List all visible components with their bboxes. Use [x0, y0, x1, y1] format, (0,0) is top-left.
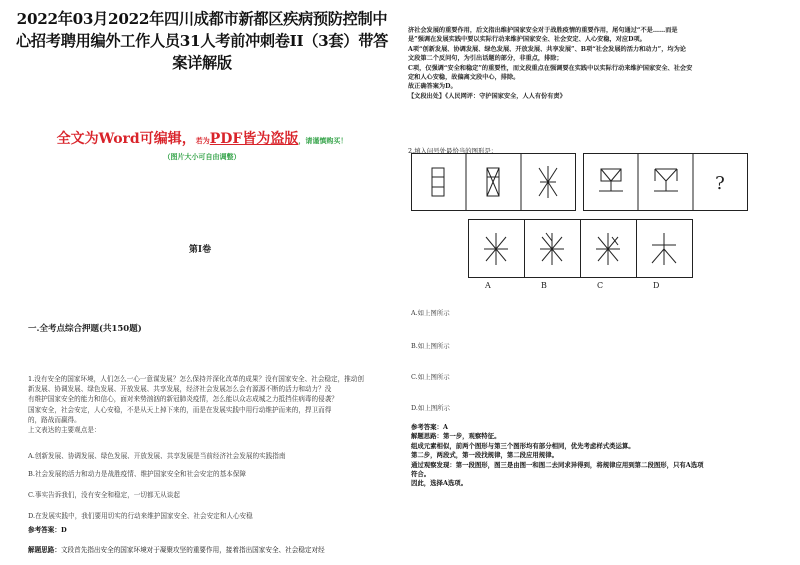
figure-3	[539, 166, 557, 198]
analysis-line: 第二步，两段式，第一段找规律，第二段应用规律。	[411, 451, 558, 460]
figure-1	[432, 168, 444, 196]
answer-2: 参考答案：A	[411, 423, 448, 431]
option-a-caption: A	[485, 281, 491, 290]
q2-option-d: D.如上图所示	[411, 404, 450, 412]
option-d: D.在发展实践中，我们要用切实的行动来维护国家安全、社会安定和人心安稳	[28, 512, 253, 520]
figure-4	[599, 169, 623, 191]
source-label: 【文段出处】	[408, 92, 446, 100]
q2-option-b: B.如上图所示	[411, 342, 450, 350]
question-1-analysis-continued	[408, 26, 784, 101]
explanation-text: 文段首先指出安全的国家环境对于凝聚攻坚的重要作用，接着指出国家安全、社会稳定对经	[60, 546, 325, 554]
option-a-figure	[484, 233, 508, 265]
analysis-line: 济社会发展的重要作用，后文指出维护国家安全对于战胜疫情的重要作用，尾句通过“不是……而是	[408, 27, 678, 34]
volume-heading: 第Ⅰ卷	[188, 245, 212, 255]
analysis-line: 文段第二个反问句，为引出话题的部分，非重点，排除；	[408, 55, 563, 63]
explanation-label: 解题思路：	[28, 546, 61, 554]
analysis-line: 故正确答案为D。	[408, 83, 457, 91]
word-editable-text: 全文为Word可编辑，	[56, 131, 196, 147]
if-text: 若为	[195, 136, 210, 145]
option-d-figure	[652, 233, 676, 265]
analysis-line: 通过观察发现：第一段图形，图三是由图一和图二去同求异得到，将规律应用到第二段图形，只有A选项	[411, 460, 704, 469]
document-title: 2022年03月2022年四川成都市新都区疾病预防控制中心招考聘用编外工作人员31人考前冲刺卷II（3套）带答案详解版	[16, 10, 388, 72]
option-b-caption: B	[541, 281, 547, 290]
analysis-line: C项，仅强调“安全和稳定”的重要性，而文段重点在强调要在实践中以实际行动来维护国家安全、社会安	[408, 64, 693, 72]
question-line: 1.没有安全的国家环境，人们怎么一心一意谋发展？怎么保持并深化改革的成果？没有国家安全、社会稳定，推动创	[28, 375, 364, 383]
question-line: 新发展、协调发展、绿色发展、开放发展、共享发展，经济社会发展怎么会有源源不断的活力和动力？没	[28, 385, 332, 394]
analysis-line: 组成元素相似，前两个图形与第三个图形均有部分相同，优先考虑样式类运算。	[411, 441, 635, 450]
option-c-figure	[596, 233, 620, 265]
option-a: A.创新发展、协调发展、绿色发展、开放发展、共享发展是当前经济社会发展的实践指南	[28, 452, 286, 460]
analysis-line: 定和人心安稳，故偏离文段中心，排除。	[408, 74, 520, 82]
answer-1: 参考答案：D	[28, 526, 67, 534]
analysis-line: 符合。	[411, 470, 431, 479]
source-text: 《人民网评：守护国家安全，人人有份有责》	[445, 92, 566, 100]
q2-option-c: C.如上图所示	[411, 373, 450, 381]
question-1-stem	[28, 374, 384, 435]
section-heading: 一.全考点综合押题(共150题)	[28, 324, 142, 334]
explanation-1	[28, 544, 388, 554]
image-resize-note: （图片大小可自由调整）	[163, 152, 241, 161]
question-line: 国家安全，社会安定，人心安稳，不是从天上掉下来的，而是在发展实践中用行动维护而来的，捍卫而得	[28, 405, 332, 414]
option-b-figure	[540, 233, 564, 265]
question-2-prompt: 2.填入问号处最恰当的图形是：	[408, 147, 498, 155]
option-c-caption: C	[597, 281, 604, 290]
option-d-caption: D	[653, 281, 660, 290]
option-b: B.社会发展的活力和动力是战胜疫情、维护国家安全和社会安定的基本保障	[28, 470, 246, 478]
pdf-pirated-text: PDF皆为盗版	[209, 131, 299, 147]
question-line: 的，路战而赢得。	[28, 415, 81, 424]
analysis-line: 因此，选择A选项。	[411, 479, 468, 488]
question-figure-sequence	[411, 153, 751, 211]
question-line: 上文表达的主要观点是：	[28, 426, 101, 435]
source-line	[408, 92, 784, 101]
question-line: 有维护国家安全的能力和信心，面对来势汹汹的新冠肺炎疫情，怎么能以众志成城之力抵挡住病毒的侵袭？	[28, 395, 338, 404]
q2-option-a: A.如上图所示	[411, 309, 450, 317]
option-c: C.事实告诉我们，没有安全和稳定，一切都无从谈起	[28, 491, 180, 499]
piracy-notice	[14, 130, 390, 149]
figure-2	[487, 168, 499, 196]
figure-5	[654, 169, 678, 191]
question-mark: ?	[715, 173, 725, 194]
analysis-line: 是”强调在发展实践中要以实际行动来维护国家安全、社会安定、人心安稳，对应D项。	[408, 36, 646, 44]
analysis-line: A项“创新发展、协调发展、绿色发展、开放发展、共享发展”、B项“社会发展的活力和动力”，均为论	[408, 45, 686, 53]
answer-figure-options	[468, 219, 694, 279]
question-2-answer	[411, 423, 781, 489]
buy-caution-text: ，请谨慎购买！	[298, 136, 348, 145]
analysis-line: 解题思路：第一步，观察特征。	[411, 432, 501, 441]
